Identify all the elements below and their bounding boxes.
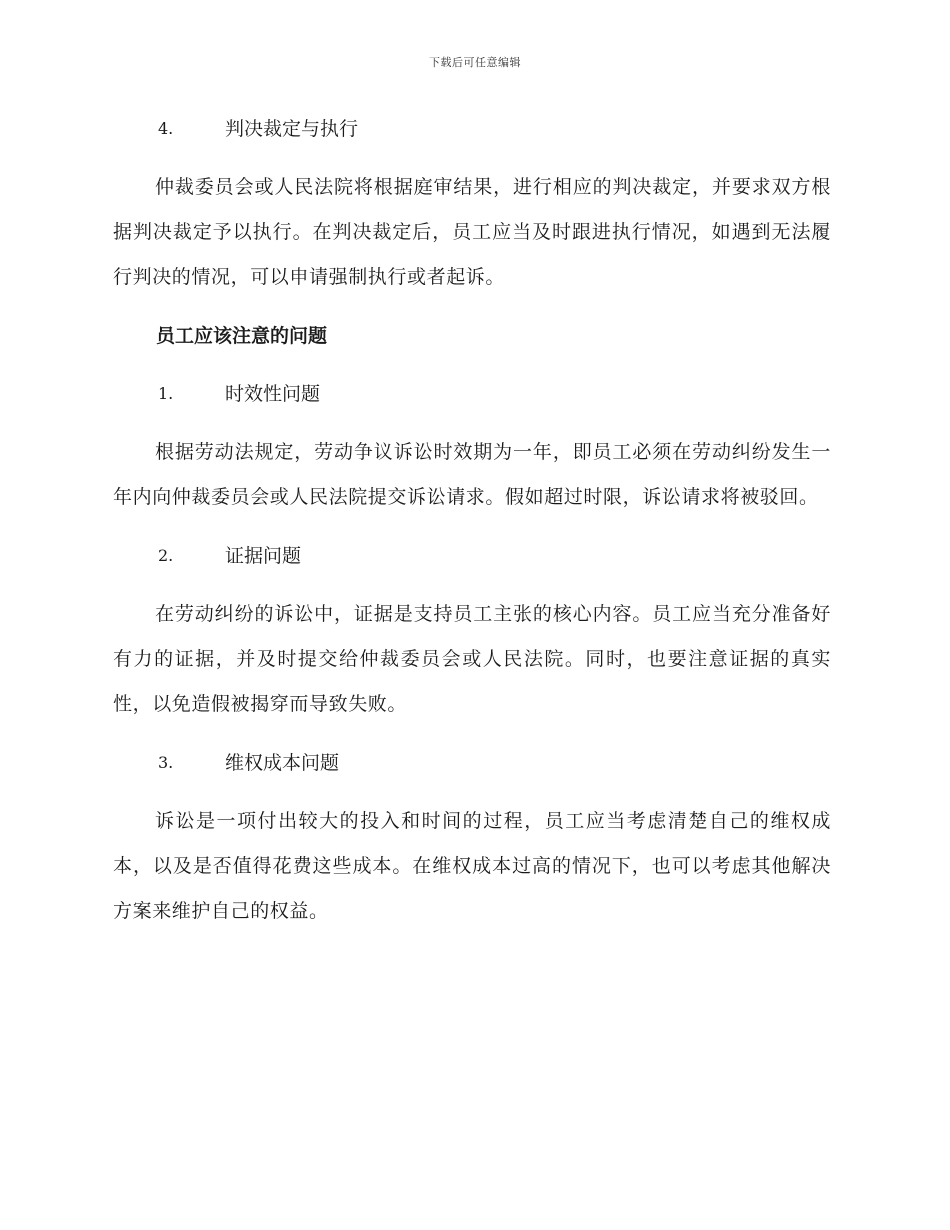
paragraph: 诉讼是一项付出较大的投入和时间的过程，员工应当考虑清楚自己的维权成本，以及是否值得花费这些成本。在维权成本过高的情况下，也可以考虑其他解决方案来维护自己的权益。 [113, 810, 831, 922]
list-number: 4. [158, 119, 174, 138]
page-header: 下载后可任意编辑 [429, 56, 521, 69]
list-heading-text: 判决裁定与执行 [225, 118, 359, 140]
list-item-heading [113, 540, 831, 572]
list-item-heading [113, 378, 831, 410]
list-item-heading [113, 113, 831, 145]
list-number: 1. [158, 384, 174, 403]
section-title: 员工应该注意的问题 [156, 325, 328, 347]
document-body [113, 113, 831, 954]
list-heading-text: 时效性问题 [225, 383, 321, 405]
list-number: 3. [158, 753, 174, 772]
paragraph: 在劳动纠纷的诉讼中，证据是支持员工主张的核心内容。员工应当充分准备好有力的证据，并及时提交给仲裁委员会或人民法院。同时，也要注意证据的真实性，以免造假被揭穿而导致失败。 [113, 603, 831, 715]
list-number: 2. [158, 546, 174, 565]
paragraph: 根据劳动法规定，劳动争议诉讼时效期为一年，即员工必须在劳动纠纷发生一年内向仲裁委员会或人民法院提交诉讼请求。假如超过时限，诉讼请求将被驳回。 [113, 441, 831, 508]
paragraph: 仲裁委员会或人民法院将根据庭审结果，进行相应的判决裁定，并要求双方根据判决裁定予以执行。在判决裁定后，员工应当及时跟进执行情况，如遇到无法履行判决的情况，可以申请强制执行或者起诉。 [113, 176, 831, 288]
list-item-heading [113, 747, 831, 779]
list-heading-text: 维权成本问题 [225, 752, 340, 774]
list-heading-text: 证据问题 [225, 545, 302, 567]
